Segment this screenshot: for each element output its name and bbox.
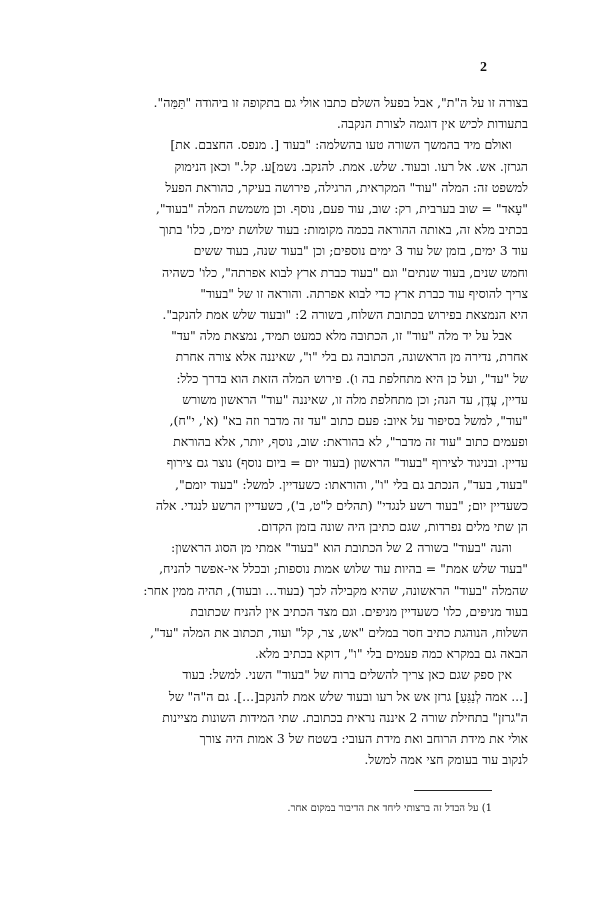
text-line: בתעודות לכיש אין דוגמה לצורת הנקבה.	[336, 116, 528, 132]
text-line: הן שתי מלים נפרדות, שגם כתיבן היה שונה בזמן הקדום.	[257, 519, 528, 535]
text-line: [... אמה לְנַגֵּעַ] גרזן אש אל רעו ובעוד שלש אמת להנקב[...]. גם ה"ה" של	[168, 688, 528, 704]
text-line: בצורה זו על ה"ת", אבל בפעל השלם כתבו אולי גם בתקופה זו ביהודה "תַּמַּה".	[153, 95, 528, 110]
text-line: השלוח, הנוהגת כתיב חסר במלים "אש, צר, קל" ועוד, תכתוב את המלה "עד",	[150, 625, 528, 641]
text-line: בעוד מניפים, כלו' כשעדיין מניפים. וגם מצד הכתיב אין להניח שכתובת	[190, 603, 528, 619]
text-line: עוד 3 ימים, בזמן של עוד 3 ימים נוספים; וכן "בעוד שנה, בעוד ששים	[193, 243, 528, 259]
text-line: היא הנמצאת בפירוש בכתובת השלוח, בשורה 2: "ובעוד שלש אמת להנקב".	[162, 307, 528, 323]
text-line: הבאה גם במקרא כמה פעמים בלי "ו", דוקא בכתיב מלא.	[254, 646, 528, 662]
footnote: 1) על הבדל זה ברצותי ליחד את הדיבור במקום אחר.	[287, 803, 492, 814]
footnote-divider	[414, 790, 492, 791]
text-line: אולי את מידת הרוחב ואת מידת העובי: בשטח של 3 אמות היה צורך	[199, 731, 528, 747]
text-line: אין ספק שגם כאן צריך להשלים ברוח של "בעוד" השני. למשל: בעוד	[182, 667, 512, 683]
text-line: "עָאד" = שוב בערבית, רק: שוב, עוד פעם, נוסף. וכן משמשת המלה "בעוד",	[155, 201, 528, 217]
text-line: ואולם מיד בהמשך השורה טעו בהשלמה: "בעוד [. מנפס. החצבם. את]	[170, 137, 512, 153]
text-line: הגרזן. אש. אל רעו. ובעוד. שלש. אמת. להנקב. נשמ]ע. קל." וכאן הנימוק	[174, 158, 528, 174]
text-line: ופעמים כתוב "עוד זה מדבר", לא בהוראת: שוב, נוסף, יותר, אלא בהוראת	[173, 434, 528, 450]
text-line: "בעוד, בעד", הנכתב גם בלי "ו", והוראתו: כשעדיין. למשל: "בעוד יומם",	[174, 476, 528, 492]
text-line: צריך להוסיף עוד כברת ארץ כדי לבוא אפרתה. והוראה זו של "בעוד"	[200, 285, 528, 301]
text-line: "עוד", למשל בסיפור על איוב: פעם כתוב "עד זה מדבר וזה בא" (א', י"ח),	[169, 413, 528, 429]
text-line: "בעוד שלש אמת" = בהיות עוד שלוש אמות נוספות; ובכלל אי-אפשר להניח,	[159, 561, 528, 577]
text-line: שהמלה "בעוד" הראשונה, שהיא מקבילה לכך (בעוד... ובעוד), תהיה ממין אחר:	[143, 582, 528, 598]
text-line: וחמש שנים, בעוד שנתים" וגם "בעוד כברת ארץ לבוא אפרתה", כלו' כשהיה	[162, 264, 528, 280]
text-line: עדיין, עֲדֶן, עד הנה; וכן מתחלפת מלה זו, שאיננה "עוד" הראשון משורש	[182, 391, 528, 407]
text-line: ה"גרזן" בתחילת שורה 2 איננה נראית בכתובת. שתי המידות השונות מציינות	[162, 709, 528, 725]
text-line: של "עד", ועל כן היא מתחלפת בה ו). פירוש המלה הזאת הוא בדרך כלל:	[176, 370, 528, 386]
page-number: 2	[480, 60, 487, 75]
text-line: למשפט זה: המלה "עוד" המקראית, הרגילה, פירושה בעיקר, כהוראת הפעל	[165, 179, 528, 195]
body-text	[92, 92, 528, 771]
text-line: אחרת, נדירה מן הראשונה, הכתובה גם בלי "ו", שאיננה אלא צורה אחרת	[175, 349, 528, 365]
text-line: עדיין. ובניגוד לצירוף "בעוד" הראשון (בעוד יום = ביום נוסף) נוצר גם צירוף	[166, 455, 528, 471]
text-line: והנה "בעוד" בשורה 2 של הכתובת הוא "בעוד" אמתי מן הסוג הראשון:	[171, 540, 512, 556]
text-line: כשעדיין יום; "בעוד רשע לנגדי" (תהלים ל"ט, ב'), כשעדיין הרשע לנגדי. אלה	[155, 497, 528, 513]
text-line: לנקוב עוד בעומק חצי אמה למשל.	[364, 752, 528, 768]
text-line: אבל על יד מלה "עוד" זו, הכתובה מלא כמעט תמיד, נמצאת מלה "עד"	[171, 328, 512, 344]
text-line: בכתיב מלא זה, באותה ההוראה בכמה מקומות: בעוד שלושת ימים, כלו' בתוך	[159, 222, 528, 238]
